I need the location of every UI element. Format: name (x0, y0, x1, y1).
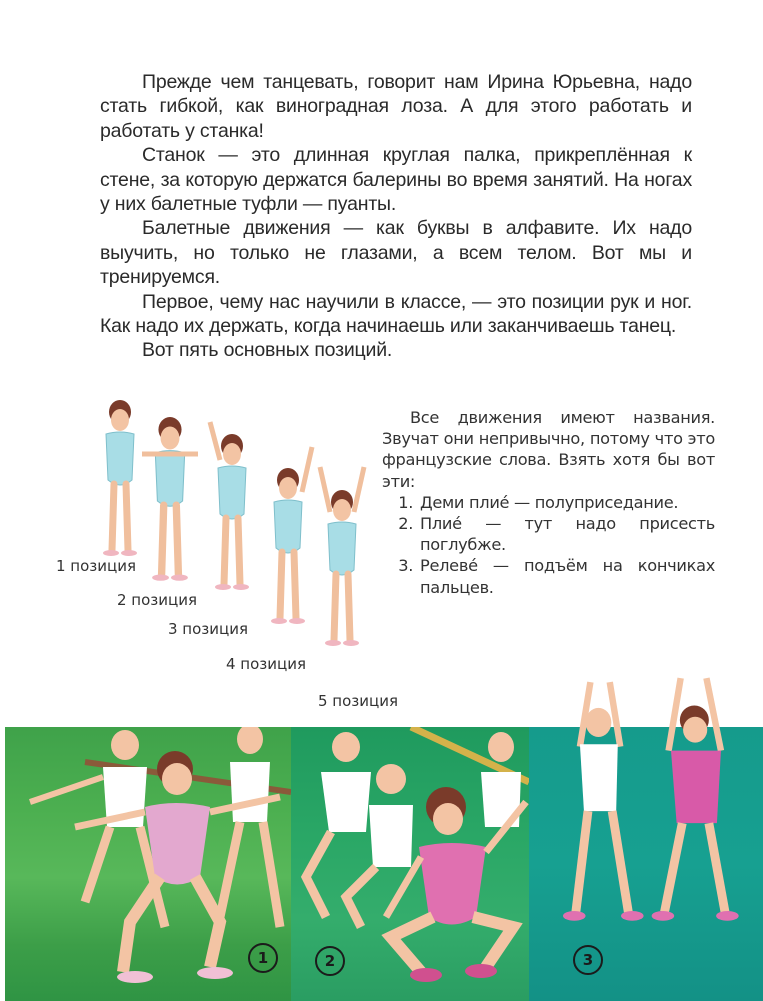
terms-list (382, 492, 715, 598)
illustration-panel-2 (291, 727, 529, 1001)
main-text-block (100, 70, 692, 363)
illustration-panel-3 (529, 727, 763, 1001)
term-plie: 2. Плие́ — тут надо присесть поглубже. (418, 513, 715, 555)
term-demi-plie: 1. Деми плие́ — полуприседание. (418, 492, 715, 513)
sidebar-intro: Все движения имеют названия. Звучат они непривычно, потому что это французские слова. Взять хотя бы вот эти: (382, 408, 715, 491)
paragraph-4: Первое, чему нас научили в классе, — это позиции рук и ног. Как надо их держать, когда начинаешь или заканчиваешь танец. (100, 290, 692, 338)
ballerina-position-5 (320, 467, 364, 646)
position-label-3: 3 позиция (168, 620, 249, 638)
ballerina-position-1 (103, 400, 137, 556)
paragraph-1: Прежде чем танцевать, говорит нам Ирина Юрьевна, надо стать гибкой, как виноградная лоза. А для этого работать и работать у станка! (100, 71, 692, 142)
ballerina-position-4 (271, 447, 312, 624)
position-label-1: 1 позиция (56, 557, 137, 575)
ballerina-position-2 (142, 417, 198, 581)
position-label-5: 5 позиция (318, 692, 399, 710)
paragraph-3: Балетные движения — как буквы в алфавите. Их надо выучить, но только не глазами, а всем телом. Вот мы и тренируемся. (100, 217, 692, 289)
position-label-4: 4 позиция (226, 655, 307, 673)
position-label-2: 2 позиция (117, 591, 198, 609)
panel-number-1: 1 (248, 943, 278, 973)
five-positions-illustration (80, 392, 380, 692)
paragraph-2: Станок — это длинная круглая палка, прикреплённая к стене, за которую держатся балерины во время занятий. На ногах у них балетные туфли — пуанты. (100, 144, 692, 216)
panel-number-2: 2 (315, 946, 345, 976)
french-terms-sidebar (382, 407, 715, 598)
paragraph-5: Вот пять основных позиций. (142, 339, 393, 362)
ballerina-position-3 (210, 422, 249, 590)
panel-number-3: 3 (573, 945, 603, 975)
term-releve: 3. Релеве́ — подъём на кончиках пальцев. (418, 555, 715, 597)
illustration-panel-1 (5, 727, 291, 1001)
releve-illustration (529, 662, 763, 936)
